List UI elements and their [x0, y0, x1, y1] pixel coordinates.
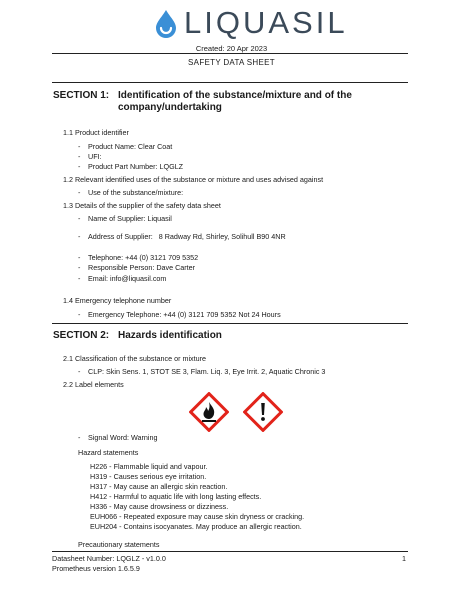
- flame-pictogram-icon: [189, 392, 229, 432]
- section-2-rule: [52, 323, 408, 324]
- supplier-address: [88, 232, 286, 241]
- use-of-substance: - Use of the substance/mixture:: [88, 188, 183, 197]
- document-title: SAFETY DATA SHEET: [188, 58, 275, 67]
- section-1-title: Identification of the substance/mixture and of the company/undertaking: [118, 90, 352, 113]
- section-2-title: Hazards identification: [118, 330, 222, 341]
- header-rule: [52, 53, 408, 54]
- software-version: Prometheus version 1.6.5.9: [52, 564, 140, 573]
- page-number: 1: [402, 554, 406, 563]
- supplier-telephone: - Telephone: +44 (0) 3121 709 5352: [88, 253, 198, 262]
- hazard-statements-heading: Hazard statements: [78, 448, 139, 457]
- hazard-statement: EUH204 - Contains isocyanates. May produce an allergic reaction.: [90, 522, 302, 531]
- subsection-1-1: 1.1 Product identifier: [63, 128, 129, 137]
- clp-classification: - CLP: Skin Sens. 1, STOT SE 3, Flam. Liq. 3, Eye Irrit. 2, Aquatic Chronic 3: [88, 367, 325, 376]
- hazard-statement: EUH066 - Repeated exposure may cause skin dryness or cracking.: [90, 512, 305, 521]
- footer-rule: [52, 551, 408, 552]
- created-date: Created: 20 Apr 2023: [195, 44, 268, 53]
- address-label: Address of Supplier:: [88, 232, 153, 241]
- subsection-1-4: 1.4 Emergency telephone number: [63, 296, 172, 305]
- logo-text: LIQUASIL: [184, 5, 348, 40]
- water-drop-icon: [154, 9, 178, 38]
- supplier-email: - Email: info@liquasil.com: [88, 274, 166, 283]
- precautionary-statements-heading: Precautionary statements: [78, 540, 160, 549]
- subsection-2-2: 2.2 Label elements: [63, 380, 124, 389]
- signal-word: - Signal Word: Warning: [88, 433, 158, 442]
- part-number: - Product Part Number: LQGLZ: [88, 162, 183, 171]
- ufi: - UFI:: [88, 152, 102, 161]
- section-2-number: SECTION 2:: [53, 330, 110, 341]
- title-rule: [52, 82, 408, 83]
- hazard-statement: H317 - May cause an allergic skin reaction.: [90, 482, 228, 491]
- hazard-statement: H319 - Causes serious eye irritation.: [90, 472, 207, 481]
- section-1-number: SECTION 1:: [53, 90, 110, 101]
- hazard-statement: H336 - May cause drowsiness or dizziness.: [90, 502, 229, 511]
- hazard-statement: H226 - Flammable liquid and vapour.: [90, 462, 208, 471]
- product-name: - Product Name: Clear Coat: [88, 142, 172, 151]
- emergency-telephone: - Emergency Telephone: +44 (0) 3121 709 5352 Not 24 Hours: [88, 310, 281, 319]
- datasheet-number: Datasheet Number: LQGLZ - v1.0.0: [52, 554, 166, 563]
- hazard-statement: H412 - Harmful to aquatic life with long lasting effects.: [90, 492, 262, 501]
- responsible-person: - Responsible Person: Dave Carter: [88, 263, 195, 272]
- exclamation-pictogram-icon: [243, 392, 283, 432]
- subsection-1-3: 1.3 Details of the supplier of the safety data sheet: [63, 201, 221, 210]
- subsection-1-2: 1.2 Relevant identified uses of the substance or mixture and uses advised against: [63, 175, 324, 184]
- supplier-name: - Name of Supplier: Liquasil: [88, 214, 172, 223]
- address-value: 8 Radway Rd, Shirley, Solihull B90 4NR: [158, 232, 286, 241]
- ghs-pictograms: [189, 392, 283, 432]
- company-logo: [154, 5, 348, 40]
- subsection-2-1: 2.1 Classification of the substance or mixture: [63, 354, 207, 363]
